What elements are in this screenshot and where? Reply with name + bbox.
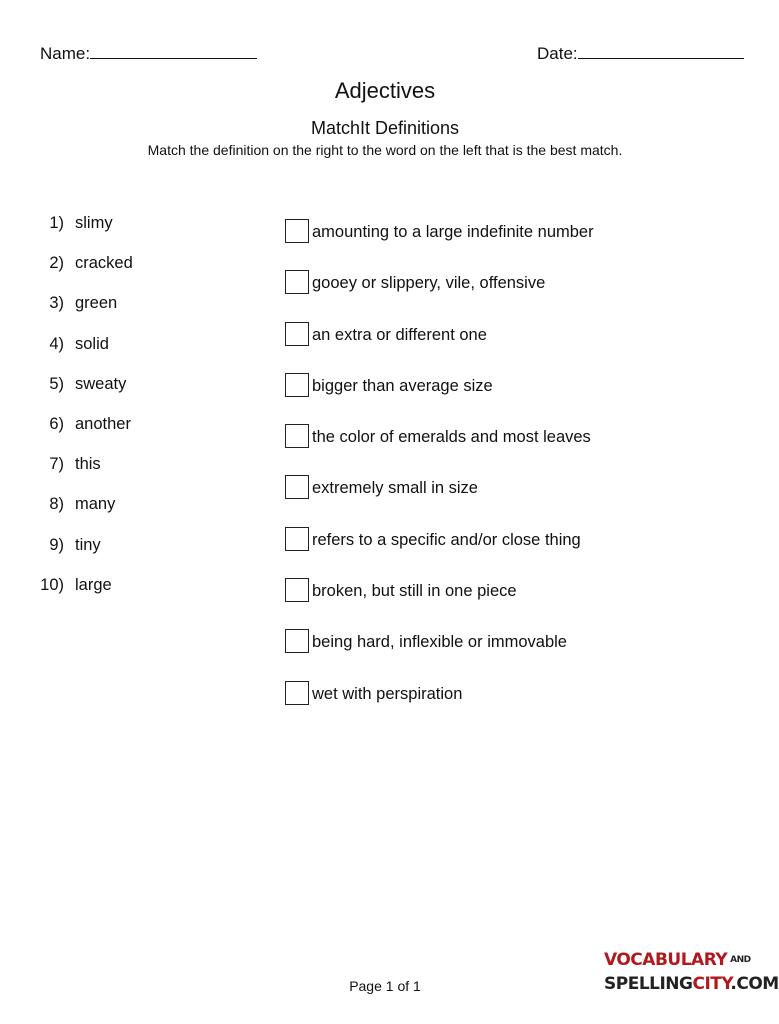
word-number: 4) bbox=[49, 334, 64, 353]
definition-text: the color of emeralds and most leaves bbox=[312, 428, 591, 447]
word-item bbox=[34, 294, 254, 334]
word-item bbox=[34, 214, 254, 254]
definition-text: an extra or different one bbox=[312, 325, 487, 344]
word-item bbox=[34, 455, 254, 495]
word-number: 6) bbox=[49, 414, 64, 433]
definition-text: being hard, inflexible or immovable bbox=[312, 633, 567, 652]
word-number: 3) bbox=[49, 294, 64, 313]
name-blank[interactable] bbox=[90, 44, 257, 59]
word-item bbox=[34, 335, 254, 375]
definition-item bbox=[285, 373, 745, 424]
logo-word-com: .COM bbox=[730, 974, 779, 994]
answer-box[interactable] bbox=[285, 629, 309, 653]
answer-box[interactable] bbox=[285, 475, 309, 499]
answer-box[interactable] bbox=[285, 424, 309, 448]
answer-box[interactable] bbox=[285, 270, 309, 294]
definition-item bbox=[285, 527, 745, 578]
name-field bbox=[40, 44, 257, 64]
page-subtitle: MatchIt Definitions bbox=[310, 118, 460, 138]
definition-text: refers to a specific and/or close thing bbox=[312, 530, 581, 549]
definition-text: extremely small in size bbox=[312, 479, 478, 498]
word-item bbox=[34, 536, 254, 576]
logo-word-city: CITY bbox=[692, 974, 731, 994]
word-number: 1) bbox=[49, 214, 64, 232]
definition-text: broken, but still in one piece bbox=[312, 582, 517, 601]
word-item bbox=[34, 495, 254, 535]
word-number: 9) bbox=[49, 535, 64, 554]
definition-item bbox=[285, 629, 745, 680]
date-field bbox=[537, 44, 744, 64]
definition-text: bigger than average size bbox=[312, 376, 493, 395]
definition-text: gooey or slippery, vile, offensive bbox=[312, 274, 546, 293]
definition-item bbox=[285, 578, 745, 629]
instructions: Match the definition on the right to the word on the left that is the best match. bbox=[147, 142, 623, 158]
definition-list bbox=[285, 219, 745, 732]
answer-box[interactable] bbox=[285, 322, 309, 346]
vocabulary-spellingcity-logo bbox=[604, 950, 779, 1000]
logo-word-spelling: SPELLING bbox=[604, 974, 693, 994]
page-number: Page 1 of 1 bbox=[349, 978, 421, 994]
logo-word-vocabulary: VOCABULARY bbox=[604, 950, 728, 970]
definition-text: wet with perspiration bbox=[312, 684, 463, 703]
name-label: Name: bbox=[40, 44, 91, 63]
date-label: Date: bbox=[537, 44, 578, 63]
definition-text: amounting to a large indefinite number bbox=[312, 223, 594, 241]
word-text: this bbox=[75, 455, 101, 474]
word-number: 7) bbox=[49, 455, 64, 474]
answer-box[interactable] bbox=[285, 681, 309, 705]
word-item bbox=[34, 375, 254, 415]
definition-item bbox=[285, 681, 745, 732]
word-item bbox=[34, 576, 254, 616]
word-list bbox=[34, 214, 254, 616]
definition-item bbox=[285, 424, 745, 475]
word-number: 8) bbox=[49, 495, 64, 514]
word-item bbox=[34, 254, 254, 294]
date-blank[interactable] bbox=[578, 44, 744, 59]
word-text: slimy bbox=[75, 214, 113, 232]
definition-item bbox=[285, 270, 745, 321]
logo-word-and: AND bbox=[730, 955, 751, 965]
word-text: solid bbox=[75, 334, 109, 353]
word-number: 2) bbox=[49, 254, 64, 273]
definition-item bbox=[285, 475, 745, 526]
answer-box[interactable] bbox=[285, 373, 309, 397]
word-text: another bbox=[75, 414, 131, 433]
page-title: Adjectives bbox=[334, 78, 436, 103]
word-text: tiny bbox=[75, 535, 101, 554]
answer-box[interactable] bbox=[285, 219, 309, 243]
word-text: large bbox=[75, 575, 112, 594]
definition-item bbox=[285, 322, 745, 373]
word-text: cracked bbox=[75, 254, 133, 273]
logo-line-1 bbox=[604, 950, 751, 970]
word-number: 10) bbox=[40, 575, 64, 594]
word-text: sweaty bbox=[75, 374, 127, 393]
word-item bbox=[34, 415, 254, 455]
word-number: 5) bbox=[49, 374, 64, 393]
word-text: green bbox=[75, 294, 118, 313]
word-text: many bbox=[75, 495, 116, 514]
definition-item bbox=[285, 219, 745, 270]
logo-line-2 bbox=[604, 974, 779, 994]
answer-box[interactable] bbox=[285, 578, 309, 602]
answer-box[interactable] bbox=[285, 527, 309, 551]
